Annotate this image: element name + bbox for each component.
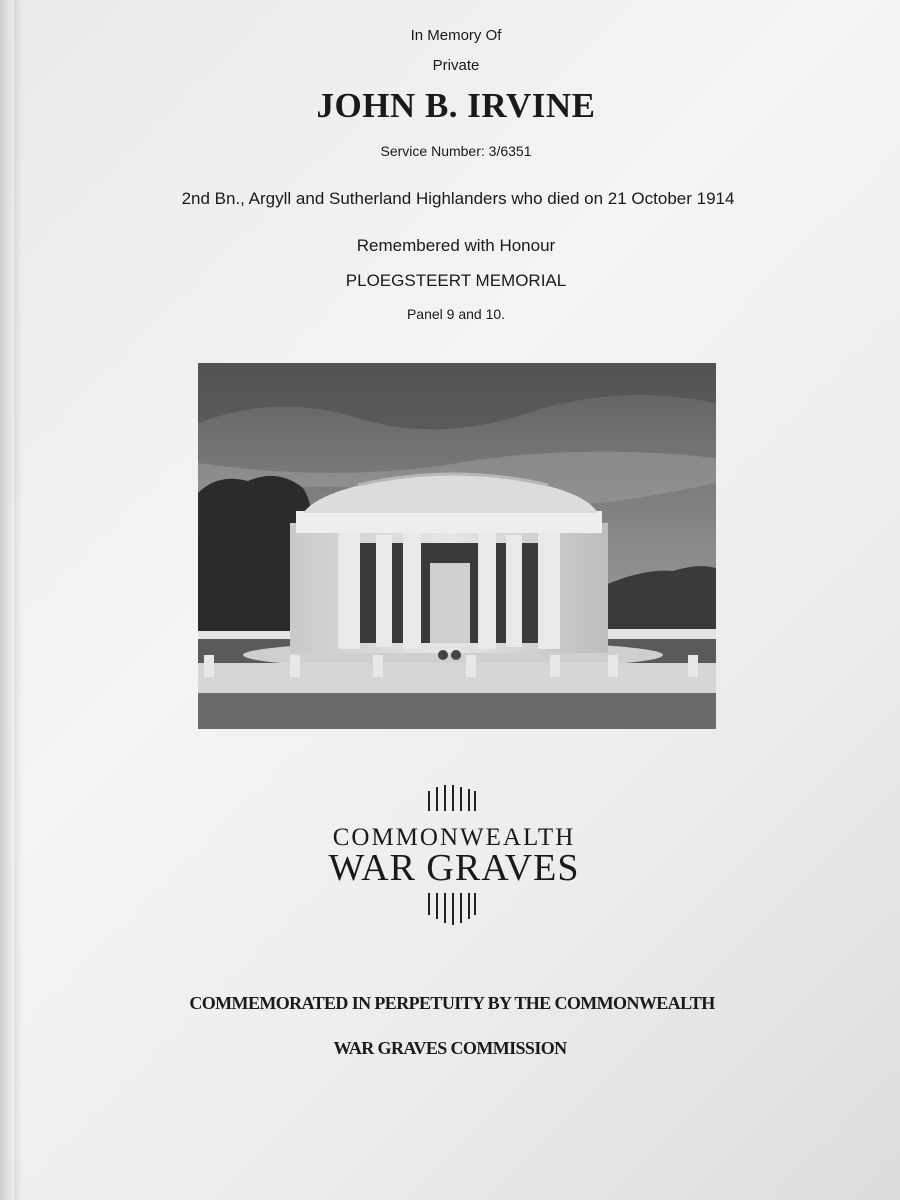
paper-edge — [0, 0, 14, 1200]
in-memory-of-text: In Memory Of — [410, 27, 502, 44]
rank-text: Private — [432, 57, 480, 74]
logo-commonwealth-text: COMMONWEALTH — [332, 824, 576, 851]
vertical-bars-icon — [426, 785, 478, 811]
cwg-bars-top — [2, 785, 900, 816]
unit-and-death-date: 2nd Bn., Argyll and Sutherland Highlanders who died on 21 October 1914 — [181, 189, 735, 208]
service-number: Service Number: 3/6351 — [380, 143, 532, 159]
cwg-bars-bottom — [2, 893, 900, 932]
remembered-with-honour: Remembered with Honour — [356, 236, 556, 255]
commemoration-line-1: COMMEMORATED IN PERPETUITY BY THE COMMONWEALTH — [189, 993, 715, 1013]
logo-war-graves-text: WAR GRAVES — [328, 847, 580, 889]
vertical-bars-icon — [426, 893, 478, 927]
paper-shadow — [14, 0, 22, 1200]
panel-number: Panel 9 and 10. — [406, 306, 506, 322]
memorial-photo — [198, 363, 716, 729]
memorial-name: PLOEGSTEERT MEMORIAL — [345, 271, 567, 290]
commemoration-line-2: WAR GRAVES COMMISSION — [333, 1038, 567, 1058]
soldier-name: JOHN B. IRVINE — [316, 86, 596, 125]
